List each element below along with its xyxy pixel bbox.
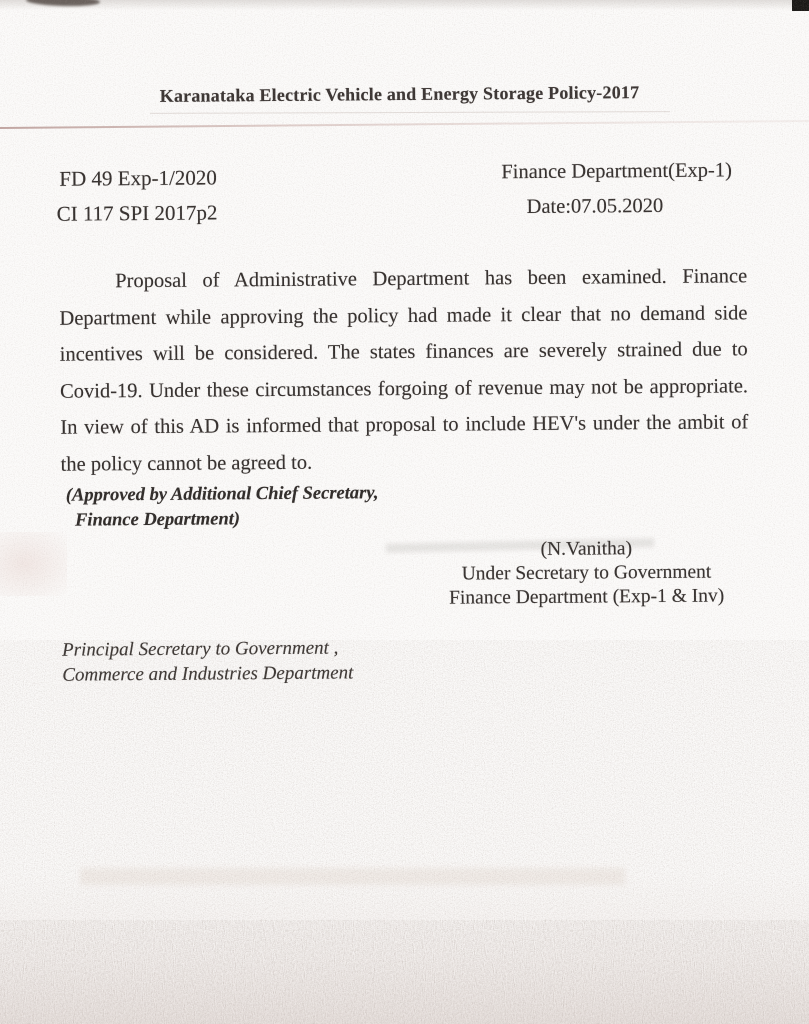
issuing-department: Finance Department(Exp-1) — [501, 159, 732, 184]
document-date: Date:07.05.2020 — [526, 194, 664, 219]
signatory-name: (N.Vanitha) — [540, 538, 633, 560]
addressee-block — [62, 636, 354, 687]
body-paragraph: Proposal of Administrative Department has been examined. Finance Department while approving the policy had made it clear that no demand side incentives will be considered. The states finances are severely strained due to Covid-19. Under these circumstances forgoing of revenue may not be appropriate. In view of this AD is informed that proposal to include HEV's under the ambit of the policy cannot be agreed to. — [59, 265, 749, 476]
approval-note-line2: Finance Department) — [74, 509, 241, 531]
addressee-line1: Principal Secretary to Government , — [61, 637, 339, 661]
ref-file-number-line2: CI 117 SPI 2017p2 — [56, 200, 218, 226]
ref-file-number-line1: FD 49 Exp-1/2020 — [59, 165, 217, 191]
addressee-line2: Commerce and Industries Department — [62, 661, 354, 686]
document-title: Karanataka Electric Vehicle and Energy Storage Policy-2017 — [159, 82, 640, 106]
signatory-designation: Under Secretary to Government — [461, 561, 712, 585]
approval-note-line1: (Approved by Additional Chief Secretary, — [65, 483, 379, 506]
signatory-department: Finance Department (Exp-1 & Inv) — [449, 585, 725, 609]
signature-block — [420, 536, 753, 610]
approval-note — [66, 481, 379, 533]
